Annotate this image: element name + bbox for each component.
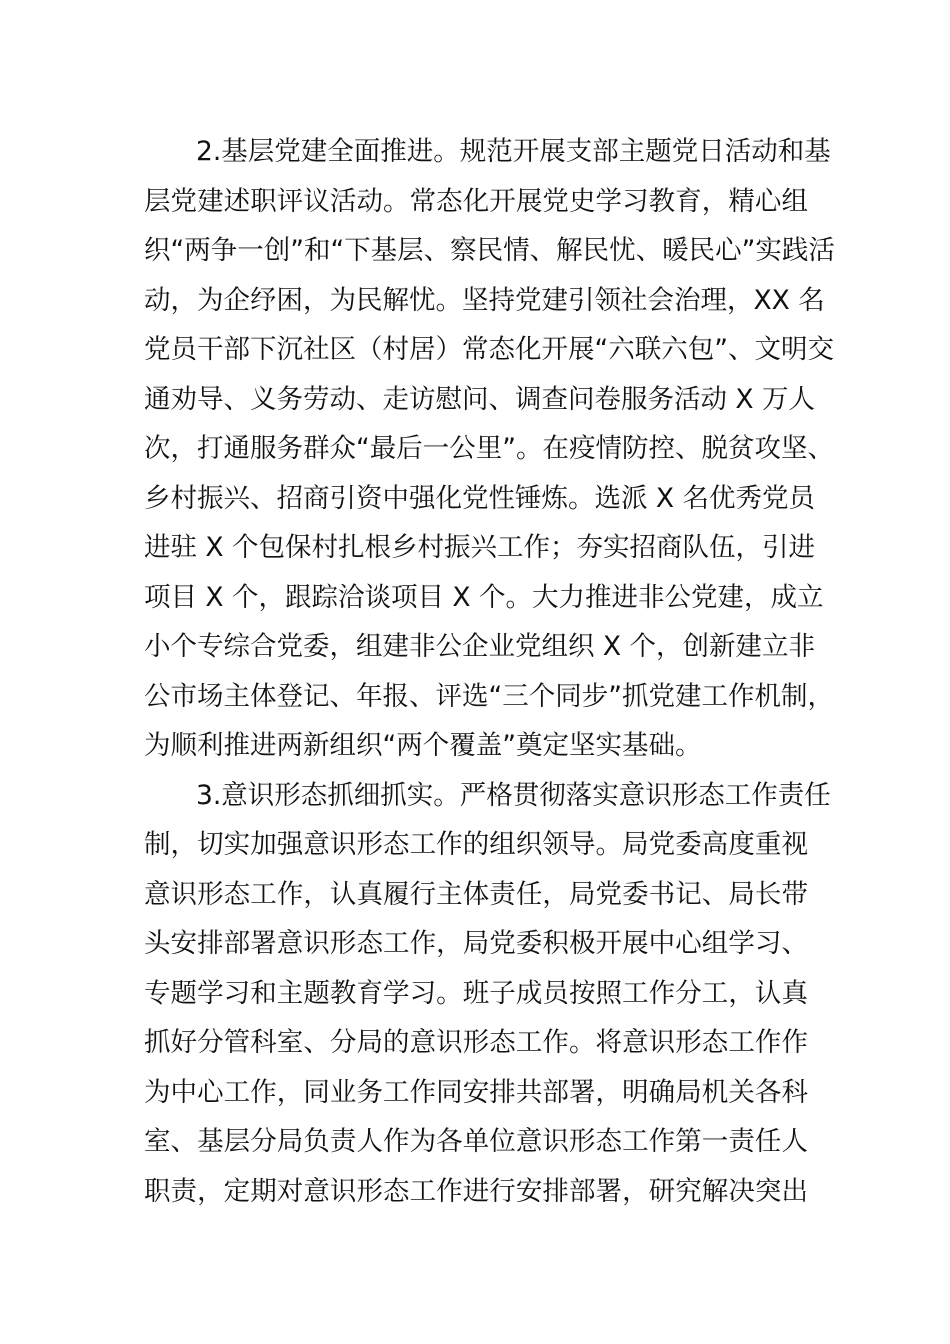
paragraph-2-line-7: 次，打通服务群众“最后一公里”。在疫情防控、脱贫攻坚、 <box>144 433 834 464</box>
paragraph-2-line-12: 公市场主体登记、年报、评选“三个同步”抓党建工作机制， <box>144 681 834 712</box>
paragraph-2-line-5: 党员干部下沉社区（村居）常态化开展“六联六包”、文明交 <box>144 334 834 365</box>
paragraph-2-line-2: 层党建述职评议活动。常态化开展党史学习教育，精心组 <box>144 186 808 217</box>
paragraph-2-line-11: 小个专综合党委，组建非公企业党组织 X 个，创新建立非 <box>144 631 816 662</box>
paragraph-2-line-13: 为顺利推进两新组织“两个覆盖”奠定坚实基础。 <box>144 730 702 761</box>
paragraph-3-line-6: 抓好分管科室、分局的意识形态工作。将意识形态工作作 <box>144 1027 808 1058</box>
paragraph-3-line-7: 为中心工作，同业务工作同安排共部署，明确局机关各科 <box>144 1077 808 1108</box>
paragraph-3-line-5: 专题学习和主题教育学习。班子成员按照工作分工，认真 <box>144 978 808 1009</box>
paragraph-3-line-2: 制，切实加强意识形态工作的组织领导。局党委高度重视 <box>144 829 808 860</box>
paragraph-2-line-10: 项目 X 个，跟踪洽谈项目 X 个。大力推进非公党建，成立 <box>144 582 824 613</box>
paragraph-2-line-1: 2.基层党建全面推进。规范开展支部主题党日活动和基 <box>196 136 831 167</box>
paragraph-3-line-9: 职责，定期对意识形态工作进行安排部署，研究解决突出 <box>144 1176 808 1207</box>
paragraph-2-line-9: 进驻 X 个包保村扎根乡村振兴工作；夯实招商队伍，引进 <box>144 532 816 563</box>
paragraph-2-line-8: 乡村振兴、招商引资中强化党性锤炼。选派 X 名优秀党员 <box>144 483 816 514</box>
paragraph-2-line-4: 动，为企纾困，为民解忧。坚持党建引领社会治理，XX 名 <box>144 285 825 316</box>
paragraph-2-line-6: 通劝导、义务劳动、走访慰问、调查问卷服务活动 X 万人 <box>144 384 816 415</box>
paragraph-3-line-8: 室、基层分局负责人作为各单位意识形态工作第一责任人 <box>144 1126 808 1157</box>
paragraph-3-line-4: 头安排部署意识形态工作，局党委积极开展中心组学习、 <box>144 928 808 959</box>
paragraph-3-line-1: 3.意识形态抓细抓实。严格贯彻落实意识形态工作责任 <box>196 780 831 811</box>
paragraph-3-line-3: 意识形态工作，认真履行主体责任，局党委书记、局长带 <box>144 879 808 910</box>
paragraph-2-line-3: 织“两争一创”和“下基层、察民情、解民忧、暖民心”实践活 <box>144 235 835 266</box>
